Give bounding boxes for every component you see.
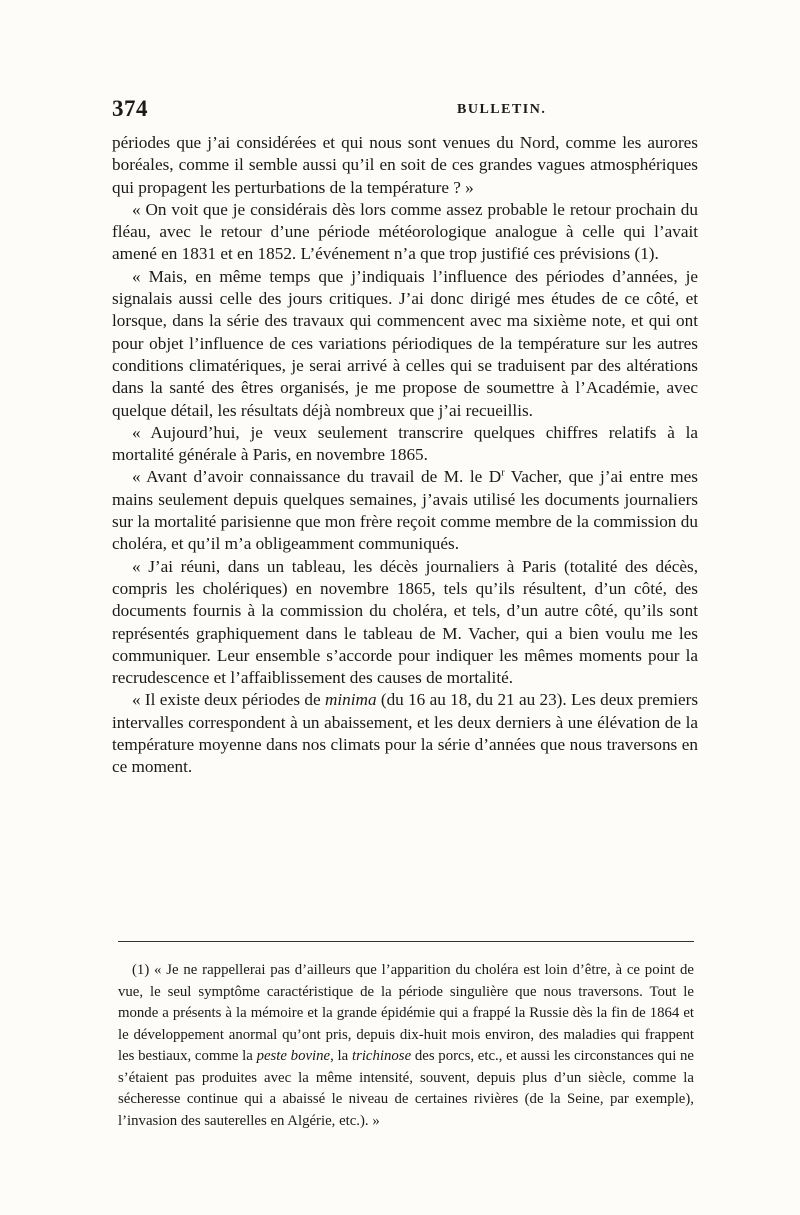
- minima-italic: minima: [324, 690, 377, 710]
- paragraph-3: « Mais, en même temps que j’indiquais l’influence des périodes d’années, je signalais aussi celle des jours critiques. J’ai donc dirigé mes études de ce côté, et lorsque, dans la série des travaux qui commencent avec ma sixième note, et qui ont pour objet l’influence de ces variations périodiques de la température sur les autres conditions climatériques, je serai arrivé à celles qui se traduisent par des altérations dans la santé des êtres organisés, je me propose de soumettre à l’Académie, avec quelque détail, les résultats déjà nombreux que j’ai recueillis.: [112, 266, 698, 420]
- paragraph-5-start: « Avant d’avoir connaissance du travail de M. le D: [132, 467, 502, 487]
- footnote: [118, 960, 694, 1132]
- page-header: [112, 96, 698, 126]
- doctor-abbrev-superscript: r: [501, 467, 505, 479]
- paragraph-7: [112, 689, 698, 778]
- paragraph-5-end: Vacher, que j’ai entre mes mains seulement depuis quelques semaines, j’avais utilisé les documents journaliers sur la mortalité parisienne que mon frère reçoit comme membre de la commission du choléra, et qu’il m’a obligeamment communiqués.: [112, 467, 698, 554]
- footnote-divider: [118, 941, 694, 942]
- page-number: 374: [112, 96, 148, 121]
- paragraph-4: « Aujourd’hui, je veux seulement transcrire quelques chiffres relatifs à la mortalité générale à Paris, en novembre 1865.: [112, 422, 698, 465]
- footnote-part-2: , la: [330, 1048, 352, 1064]
- footnote-part-3: des porcs, etc., et aussi les circonstances qui ne s’étaient pas produites avec la même intensité, souvent, depuis plus d’un siècle, comme la sécheresse continue qui a abaissé le niveau de certaines rivières (de la Seine, par exemple), l’invasion des sauterelles en Algérie, etc.). »: [118, 1048, 695, 1129]
- footnote-italic-peste-bovine: peste bovine: [256, 1048, 331, 1064]
- paragraph-2: « On voit que je considérais dès lors comme assez probable le retour prochain du fléau, avec le retour d’une période météorologique analogue à celle qui l’avait amené en 1831 et en 1852. L’événement n’a que trop justifié ces prévisions (1).: [112, 199, 698, 264]
- footnote-part-1: (1) « Je ne rappellerai pas d’ailleurs que l’apparition du choléra est loin d’être, à ce point de vue, le seul symptôme caractéristique de la période singulière que nous traversons. Tout le monde a présents à la mémoire et la grande épidémie qui a frappé la Russie dès la fin de 1864 et le développement anormal qu’ont pris, depuis dix-huit mois environ, des maladies qui frappent les bestiaux, comme la: [118, 962, 694, 1064]
- footnote-italic-trichinose: trichinose: [351, 1048, 412, 1064]
- paragraph-7-end: (du 16 au 18, du 21 au 23). Les deux premiers intervalles correspondent à un abaissement, et les deux derniers à une élévation de la température moyenne dans nos climats pour la série d’années que nous traversons en ce moment.: [112, 690, 699, 777]
- body-text: [112, 132, 698, 779]
- paragraph-7-start: « Il existe deux périodes de: [132, 690, 325, 710]
- paragraph-5: [112, 466, 698, 555]
- running-title: BULLETIN.: [457, 102, 547, 117]
- paragraph-1: périodes que j’ai considérées et qui nous sont venues du Nord, comme les aurores boréales, comme il semble aussi qu’il en soit de ces grandes vagues atmosphériques qui propagent les perturbations de la température ? »: [112, 133, 698, 197]
- paragraph-6: « J’ai réuni, dans un tableau, les décès journaliers à Paris (totalité des décès, compris les cholériques) en novembre 1865, tels qu’ils résultent, d’un côté, des documents fournis à la commission du choléra, et tels, d’un autre côté, qu’ils sont représentés graphiquement dans le tableau de M. Vacher, qui a bien voulu me les communiquer. Leur ensemble s’accorde pour indiquer les mêmes moments pour la recrudescence et l’affaiblissement des causes de mortalité.: [112, 556, 698, 688]
